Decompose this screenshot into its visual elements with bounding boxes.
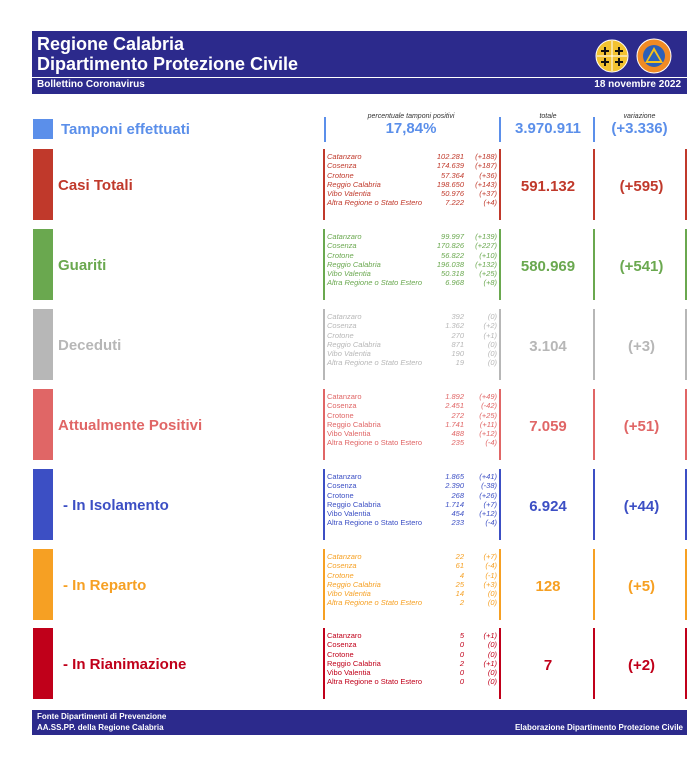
row-divider [593,229,595,300]
province-name: Catanzaro [327,472,362,481]
province-value: 454 [451,509,464,519]
province-value: 1.865 [445,472,464,481]
category-label: - In Rianimazione [63,656,187,673]
province-value: 0 [459,649,464,659]
province-delta: (+41) [479,472,497,481]
province-delta: (+132) [475,259,497,269]
province-delta: (+143) [475,179,497,189]
province-delta: (+1) [483,658,497,668]
province-value: 1.741 [445,419,464,429]
province-delta: (-42) [481,401,497,411]
row-divider [593,309,595,380]
province-line [327,580,497,589]
province-value: 170.826 [436,241,464,251]
province-line [327,251,497,260]
province-delta: (0) [487,640,497,650]
category-color-bar [33,309,53,380]
footer-source-line1: Fonte Dipartimenti di Prevenzione [37,712,167,721]
province-delta: (+12) [479,429,497,439]
category-color-bar [33,549,53,620]
tamponi-color-bar [33,119,53,139]
province-line [327,180,497,189]
province-value: 2.451 [445,401,464,411]
footer-credit: Elaborazione Dipartimento Protezione Civile [514,723,683,732]
province-name: Crotone [327,649,354,659]
province-name: Cosenza [327,481,357,491]
category-variation: (+595) [619,178,664,195]
province-line [327,198,497,207]
province-value: 0 [459,640,464,650]
province-delta: (-38) [481,481,497,491]
category-variation: (+3) [627,338,656,355]
province-delta: (0) [487,589,497,599]
province-delta: (+25) [479,269,497,279]
province-delta: (+187) [475,161,497,171]
row-divider [499,149,501,220]
total-column-header: totale [539,113,557,120]
department-title: Dipartimento Protezione Civile [37,54,299,74]
tamponi-divider [324,117,326,142]
province-delta: (-4) [485,438,497,448]
province-delta: (+11) [479,419,497,429]
header-divider [32,77,687,78]
province-value: 5 [459,631,464,640]
province-delta: (0) [487,358,497,368]
row-divider [499,389,501,460]
province-value: 198.650 [436,179,464,189]
category-label: Guariti [58,257,107,274]
province-value: 50.318 [441,269,464,279]
row-divider [499,549,501,620]
stat-row [33,149,687,220]
province-name: Vibo Valentia [327,668,371,678]
stat-row [33,309,687,380]
province-line [327,340,497,349]
province-delta: (+7) [483,552,497,561]
province-value: 99.997 [441,232,464,241]
province-name: Crotone [327,170,354,180]
province-breakdown [327,552,497,608]
province-line [327,552,497,561]
tamponi-percent: 17,84% [385,120,437,137]
province-line [327,429,497,438]
province-line [327,358,497,367]
province-value: 57.364 [441,170,464,180]
row-divider [499,469,501,540]
province-line [327,518,497,527]
footer-banner [32,710,687,735]
province-line [327,331,497,340]
row-divider [685,549,687,620]
province-value: 6.968 [445,278,464,288]
category-label: - In Reparto [63,577,147,594]
province-name: Altra Regione o Stato Estero [327,598,423,608]
row-divider [593,549,595,620]
row-divider [323,628,325,699]
variation-column-header: variazione [623,113,656,120]
province-name: Catanzaro [327,232,362,241]
province-delta: (0) [487,349,497,359]
province-value: 2.390 [445,481,464,491]
province-value: 4 [459,570,464,580]
province-name: Catanzaro [327,152,362,161]
tamponi-divider [499,117,501,142]
row-divider [323,389,325,460]
province-line [327,598,497,607]
row-divider [685,389,687,460]
province-name: Reggio Calabria [327,579,381,589]
category-variation: (+51) [623,418,660,435]
province-name: Altra Regione o Stato Estero [327,358,423,368]
province-line [327,171,497,180]
category-variation: (+2) [627,657,656,674]
province-delta: (-1) [485,570,497,580]
province-name: Reggio Calabria [327,658,381,668]
province-name: Vibo Valentia [327,189,371,199]
province-value: 392 [451,312,464,321]
province-line [327,631,497,640]
province-delta: (+36) [479,170,497,180]
province-value: 233 [451,518,464,528]
province-line [327,349,497,358]
province-name: Altra Regione o Stato Estero [327,278,423,288]
province-line [327,420,497,429]
province-delta: (+3) [483,579,497,589]
bulletin-date: 18 novembre 2022 [594,79,681,90]
province-value: 2 [459,598,464,608]
province-line [327,260,497,269]
province-name: Altra Regione o Stato Estero [327,677,423,687]
province-value: 0 [459,677,464,687]
province-delta: (+1) [483,631,497,640]
province-value: 488 [451,429,464,439]
province-delta: (+4) [483,198,497,208]
province-value: 102.281 [436,152,464,161]
stat-row [33,628,687,699]
region-title: Regione Calabria [37,34,185,54]
province-delta: (0) [487,677,497,687]
row-divider [323,149,325,220]
row-divider [323,229,325,300]
province-value: 25 [455,579,464,589]
category-variation: (+44) [623,498,660,515]
province-line [327,438,497,447]
province-value: 270 [451,330,464,340]
province-delta: (-4) [485,518,497,528]
province-value: 1.892 [445,392,464,401]
province-value: 2 [459,658,464,668]
province-line [327,401,497,410]
province-value: 235 [451,438,464,448]
province-value: 268 [451,490,464,500]
province-name: Cosenza [327,321,357,331]
row-divider [323,309,325,380]
row-divider [323,549,325,620]
province-value: 190 [451,349,464,359]
category-total: 591.132 [520,178,576,195]
province-line [327,189,497,198]
province-name: Crotone [327,330,354,340]
stat-row [33,229,687,300]
row-divider [685,229,687,300]
category-variation: (+5) [627,578,656,595]
province-name: Altra Regione o Stato Estero [327,518,423,528]
province-line [327,411,497,420]
province-name: Vibo Valentia [327,269,371,279]
province-name: Vibo Valentia [327,349,371,359]
province-name: Vibo Valentia [327,589,371,599]
row-divider [685,309,687,380]
tamponi-total: 3.970.911 [515,120,581,137]
province-delta: (0) [487,668,497,678]
province-delta: (+188) [475,152,497,161]
province-value: 56.822 [441,250,464,260]
province-value: 0 [459,668,464,678]
province-delta: (0) [487,339,497,349]
category-variation: (+541) [619,258,664,275]
row-divider [685,628,687,699]
province-line [327,491,497,500]
province-name: Altra Regione o Stato Estero [327,198,423,208]
stat-row [33,469,687,540]
province-name: Cosenza [327,640,357,650]
province-breakdown [327,232,497,288]
province-breakdown [327,152,497,208]
bulletin-subtitle: Bollettino Coronavirus [37,79,145,90]
province-value: 19 [455,358,464,368]
province-line [327,509,497,518]
tamponi-label: Tamponi effettuati [61,121,190,138]
category-color-bar [33,229,53,300]
province-name: Catanzaro [327,631,362,640]
province-line [327,668,497,677]
province-delta: (+49) [479,392,497,401]
province-line [327,392,497,401]
category-color-bar [33,149,53,220]
row-divider [323,469,325,540]
row-divider [593,389,595,460]
province-value: 7.222 [445,198,464,208]
province-name: Crotone [327,410,354,420]
province-delta: (-4) [485,561,497,571]
category-total: 3.104 [529,338,567,355]
province-line [327,278,497,287]
category-label: Attualmente Positivi [58,417,203,434]
province-name: Reggio Calabria [327,499,381,509]
category-color-bar [33,389,53,460]
province-delta: (+1) [483,330,497,340]
civil-protection-logo [636,38,672,74]
province-name: Cosenza [327,241,357,251]
province-name: Crotone [327,250,354,260]
row-divider [685,469,687,540]
province-line [327,232,497,241]
province-line [327,321,497,330]
footer-source-line2: AA.SS.PP. della Regione Calabria [37,723,164,732]
province-breakdown [327,472,497,528]
province-line [327,481,497,490]
province-name: Cosenza [327,561,357,571]
category-color-bar [33,628,53,699]
category-total: 6.924 [529,498,567,515]
percent-column-header: percentuale tamponi positivi [367,113,455,120]
row-divider [593,628,595,699]
province-delta: (0) [487,649,497,659]
province-line [327,571,497,580]
row-divider [593,469,595,540]
category-total: 580.969 [520,258,576,275]
row-divider [685,149,687,220]
category-color-bar [33,469,53,540]
province-delta: (+7) [483,499,497,509]
category-total: 7 [543,657,553,674]
province-line [327,241,497,250]
province-delta: (+227) [475,241,497,251]
province-value: 196.038 [436,259,464,269]
header-banner [32,31,687,94]
province-name: Cosenza [327,401,357,411]
province-delta: (+26) [479,490,497,500]
province-value: 1.714 [445,499,464,509]
province-delta: (+8) [483,278,497,288]
province-line [327,677,497,686]
province-name: Reggio Calabria [327,179,381,189]
province-breakdown [327,392,497,448]
province-value: 50.976 [441,189,464,199]
row-divider [499,309,501,380]
province-value: 61 [455,561,464,571]
province-name: Catanzaro [327,392,362,401]
province-name: Crotone [327,490,354,500]
province-line [327,500,497,509]
province-name: Reggio Calabria [327,259,381,269]
tamponi-divider [593,117,595,142]
province-delta: (0) [487,312,497,321]
province-value: 871 [451,339,464,349]
province-line [327,650,497,659]
province-name: Altra Regione o Stato Estero [327,438,423,448]
category-total: 128 [535,578,561,595]
province-value: 1.362 [445,321,464,331]
stat-row [33,389,687,460]
province-delta: (0) [487,598,497,608]
category-label: - In Isolamento [63,497,169,514]
province-name: Catanzaro [327,312,362,321]
tamponi-variation: (+3.336) [611,120,668,137]
province-name: Vibo Valentia [327,509,371,519]
category-total: 7.059 [529,418,567,435]
stat-row [33,549,687,620]
province-delta: (+25) [479,410,497,420]
category-label: Deceduti [58,337,122,354]
province-name: Reggio Calabria [327,419,381,429]
province-delta: (+10) [479,250,497,260]
province-line [327,312,497,321]
province-name: Cosenza [327,161,357,171]
province-line [327,161,497,170]
province-line [327,589,497,598]
province-line [327,640,497,649]
row-divider [499,229,501,300]
province-line [327,659,497,668]
province-delta: (+37) [479,189,497,199]
province-name: Vibo Valentia [327,429,371,439]
province-delta: (+12) [479,509,497,519]
region-crest-logo [595,39,629,73]
province-name: Reggio Calabria [327,339,381,349]
province-delta: (+139) [475,232,497,241]
province-breakdown [327,312,497,368]
province-delta: (+2) [483,321,497,331]
province-line [327,472,497,481]
province-value: 174.639 [436,161,464,171]
province-line [327,269,497,278]
province-line [327,561,497,570]
row-divider [499,628,501,699]
province-value: 272 [451,410,464,420]
province-breakdown [327,631,497,687]
province-value: 22 [455,552,464,561]
province-value: 14 [455,589,464,599]
province-name: Catanzaro [327,552,362,561]
category-label: Casi Totali [58,177,133,194]
province-name: Crotone [327,570,354,580]
row-divider [593,149,595,220]
province-line [327,152,497,161]
